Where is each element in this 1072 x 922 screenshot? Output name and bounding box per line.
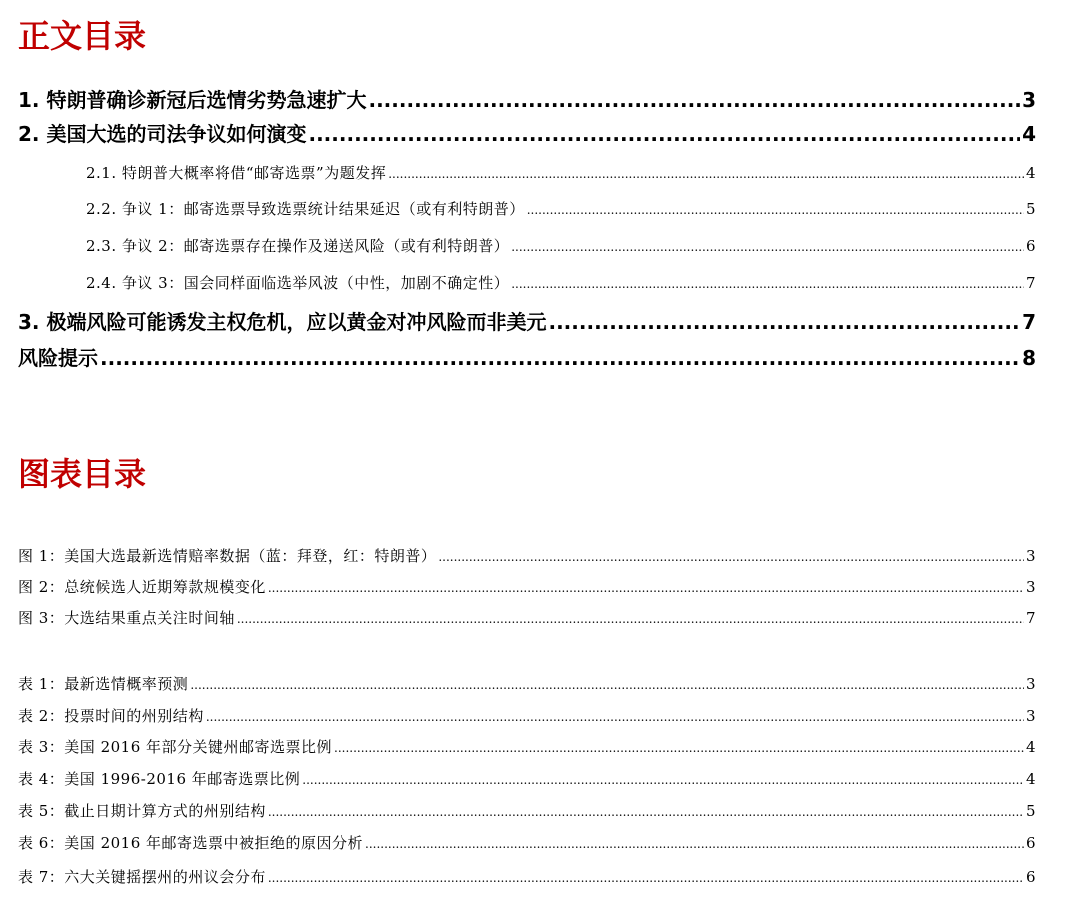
- toc-entry-page: 6: [1025, 237, 1036, 255]
- figure-entry-1[interactable]: [18, 545, 1036, 568]
- toc-entry-label: 2.2. 争议 1：邮寄选票导致选票统计结果延迟（或有利特朗普）: [86, 200, 525, 218]
- toc-entry-2-4[interactable]: [86, 272, 1036, 295]
- dot-leader: [308, 120, 1020, 148]
- toc-entry-page: 5: [1025, 200, 1036, 218]
- table-entry-5[interactable]: [18, 800, 1036, 823]
- toc-entry-risk[interactable]: [18, 344, 1036, 372]
- toc-entry-label: 3. 极端风险可能诱发主权危机，应以黄金对冲风险而非美元: [18, 310, 547, 334]
- table-entry-label: 表 4：美国 1996-2016 年邮寄选票比例: [18, 770, 301, 788]
- table-entry-page: 5: [1025, 802, 1036, 820]
- toc-entry-page: 8: [1022, 346, 1036, 370]
- dot-leader: [548, 308, 1020, 336]
- table-entry-4[interactable]: [18, 768, 1036, 791]
- table-entry-label: 表 3：美国 2016 年部分关键州邮寄选票比例: [18, 738, 333, 756]
- toc-entry-2-3[interactable]: [86, 235, 1036, 258]
- toc-entry-label: 风险提示: [18, 346, 98, 370]
- figure-entry-2[interactable]: [18, 576, 1036, 599]
- toc-entry-page: 3: [1022, 88, 1036, 112]
- toc-entry-label: 1. 特朗普确诊新冠后选情劣势急速扩大: [18, 88, 367, 112]
- figure-entry-label: 图 3：大选结果重点关注时间轴: [18, 609, 235, 627]
- table-entry-page: 4: [1025, 738, 1036, 756]
- dot-leader: [438, 546, 1024, 568]
- toc-entry-label: 2.3. 争议 2：邮寄选票存在操作及递送风险（或有利特朗普）: [86, 237, 510, 255]
- figure-entry-label: 图 2：总统候选人近期筹款规模变化: [18, 578, 266, 596]
- figure-entry-page: 3: [1025, 578, 1036, 596]
- table-entry-page: 6: [1025, 868, 1036, 886]
- table-entry-page: 3: [1025, 675, 1036, 693]
- table-entry-label: 表 5：截止日期计算方式的州别结构: [18, 802, 266, 820]
- dot-leader: [368, 86, 1020, 114]
- table-entry-label: 表 6：美国 2016 年邮寄选票中被拒绝的原因分析: [18, 834, 364, 852]
- dot-leader: [100, 344, 1020, 372]
- dot-leader: [302, 769, 1024, 791]
- table-entry-label: 表 7：六大关键摇摆州的州议会分布: [18, 868, 266, 886]
- figure-entry-label: 图 1：美国大选最新选情赔率数据（蓝：拜登，红：特朗普）: [18, 547, 437, 565]
- dot-leader: [511, 236, 1024, 258]
- table-entry-6[interactable]: [18, 832, 1036, 855]
- table-entry-label: 表 2：投票时间的州别结构: [18, 707, 204, 725]
- toc-heading: 正文目录: [18, 17, 147, 55]
- figure-entry-page: 3: [1025, 547, 1036, 565]
- dot-leader: [237, 608, 1024, 630]
- table-entry-7[interactable]: [18, 866, 1036, 889]
- dot-leader: [334, 737, 1024, 759]
- dot-leader: [511, 273, 1024, 295]
- toc-entry-page: 4: [1025, 164, 1036, 182]
- toc-entry-2[interactable]: [18, 120, 1036, 148]
- toc-entry-label: 2.1. 特朗普大概率将借“邮寄选票”为题发挥: [86, 164, 387, 182]
- dot-leader: [268, 867, 1024, 889]
- table-entry-page: 3: [1025, 707, 1036, 725]
- toc-entry-1[interactable]: [18, 86, 1036, 114]
- dot-leader: [268, 801, 1024, 823]
- dot-leader: [190, 674, 1024, 696]
- figures-heading: 图表目录: [18, 455, 147, 493]
- toc-entry-label: 2. 美国大选的司法争议如何演变: [18, 122, 307, 146]
- toc-entry-2-1[interactable]: [86, 162, 1036, 185]
- toc-entry-label: 2.4. 争议 3：国会同样面临选举风波（中性，加剧不确定性）: [86, 274, 510, 292]
- table-entry-page: 6: [1025, 834, 1036, 852]
- table-entry-label: 表 1：最新选情概率预测: [18, 675, 189, 693]
- dot-leader: [206, 706, 1024, 728]
- table-entry-page: 4: [1025, 770, 1036, 788]
- dot-leader: [365, 833, 1024, 855]
- table-entry-1[interactable]: [18, 673, 1036, 696]
- dot-leader: [268, 577, 1024, 599]
- figure-entry-page: 7: [1025, 609, 1036, 627]
- dot-leader: [527, 199, 1024, 221]
- toc-entry-page: 7: [1022, 310, 1036, 334]
- table-entry-2[interactable]: [18, 705, 1036, 728]
- figure-entry-3[interactable]: [18, 607, 1036, 630]
- dot-leader: [388, 163, 1024, 185]
- toc-entry-page: 4: [1022, 122, 1036, 146]
- toc-entry-page: 7: [1025, 274, 1036, 292]
- toc-entry-3[interactable]: [18, 308, 1036, 336]
- toc-entry-2-2[interactable]: [86, 198, 1036, 221]
- table-entry-3[interactable]: [18, 736, 1036, 759]
